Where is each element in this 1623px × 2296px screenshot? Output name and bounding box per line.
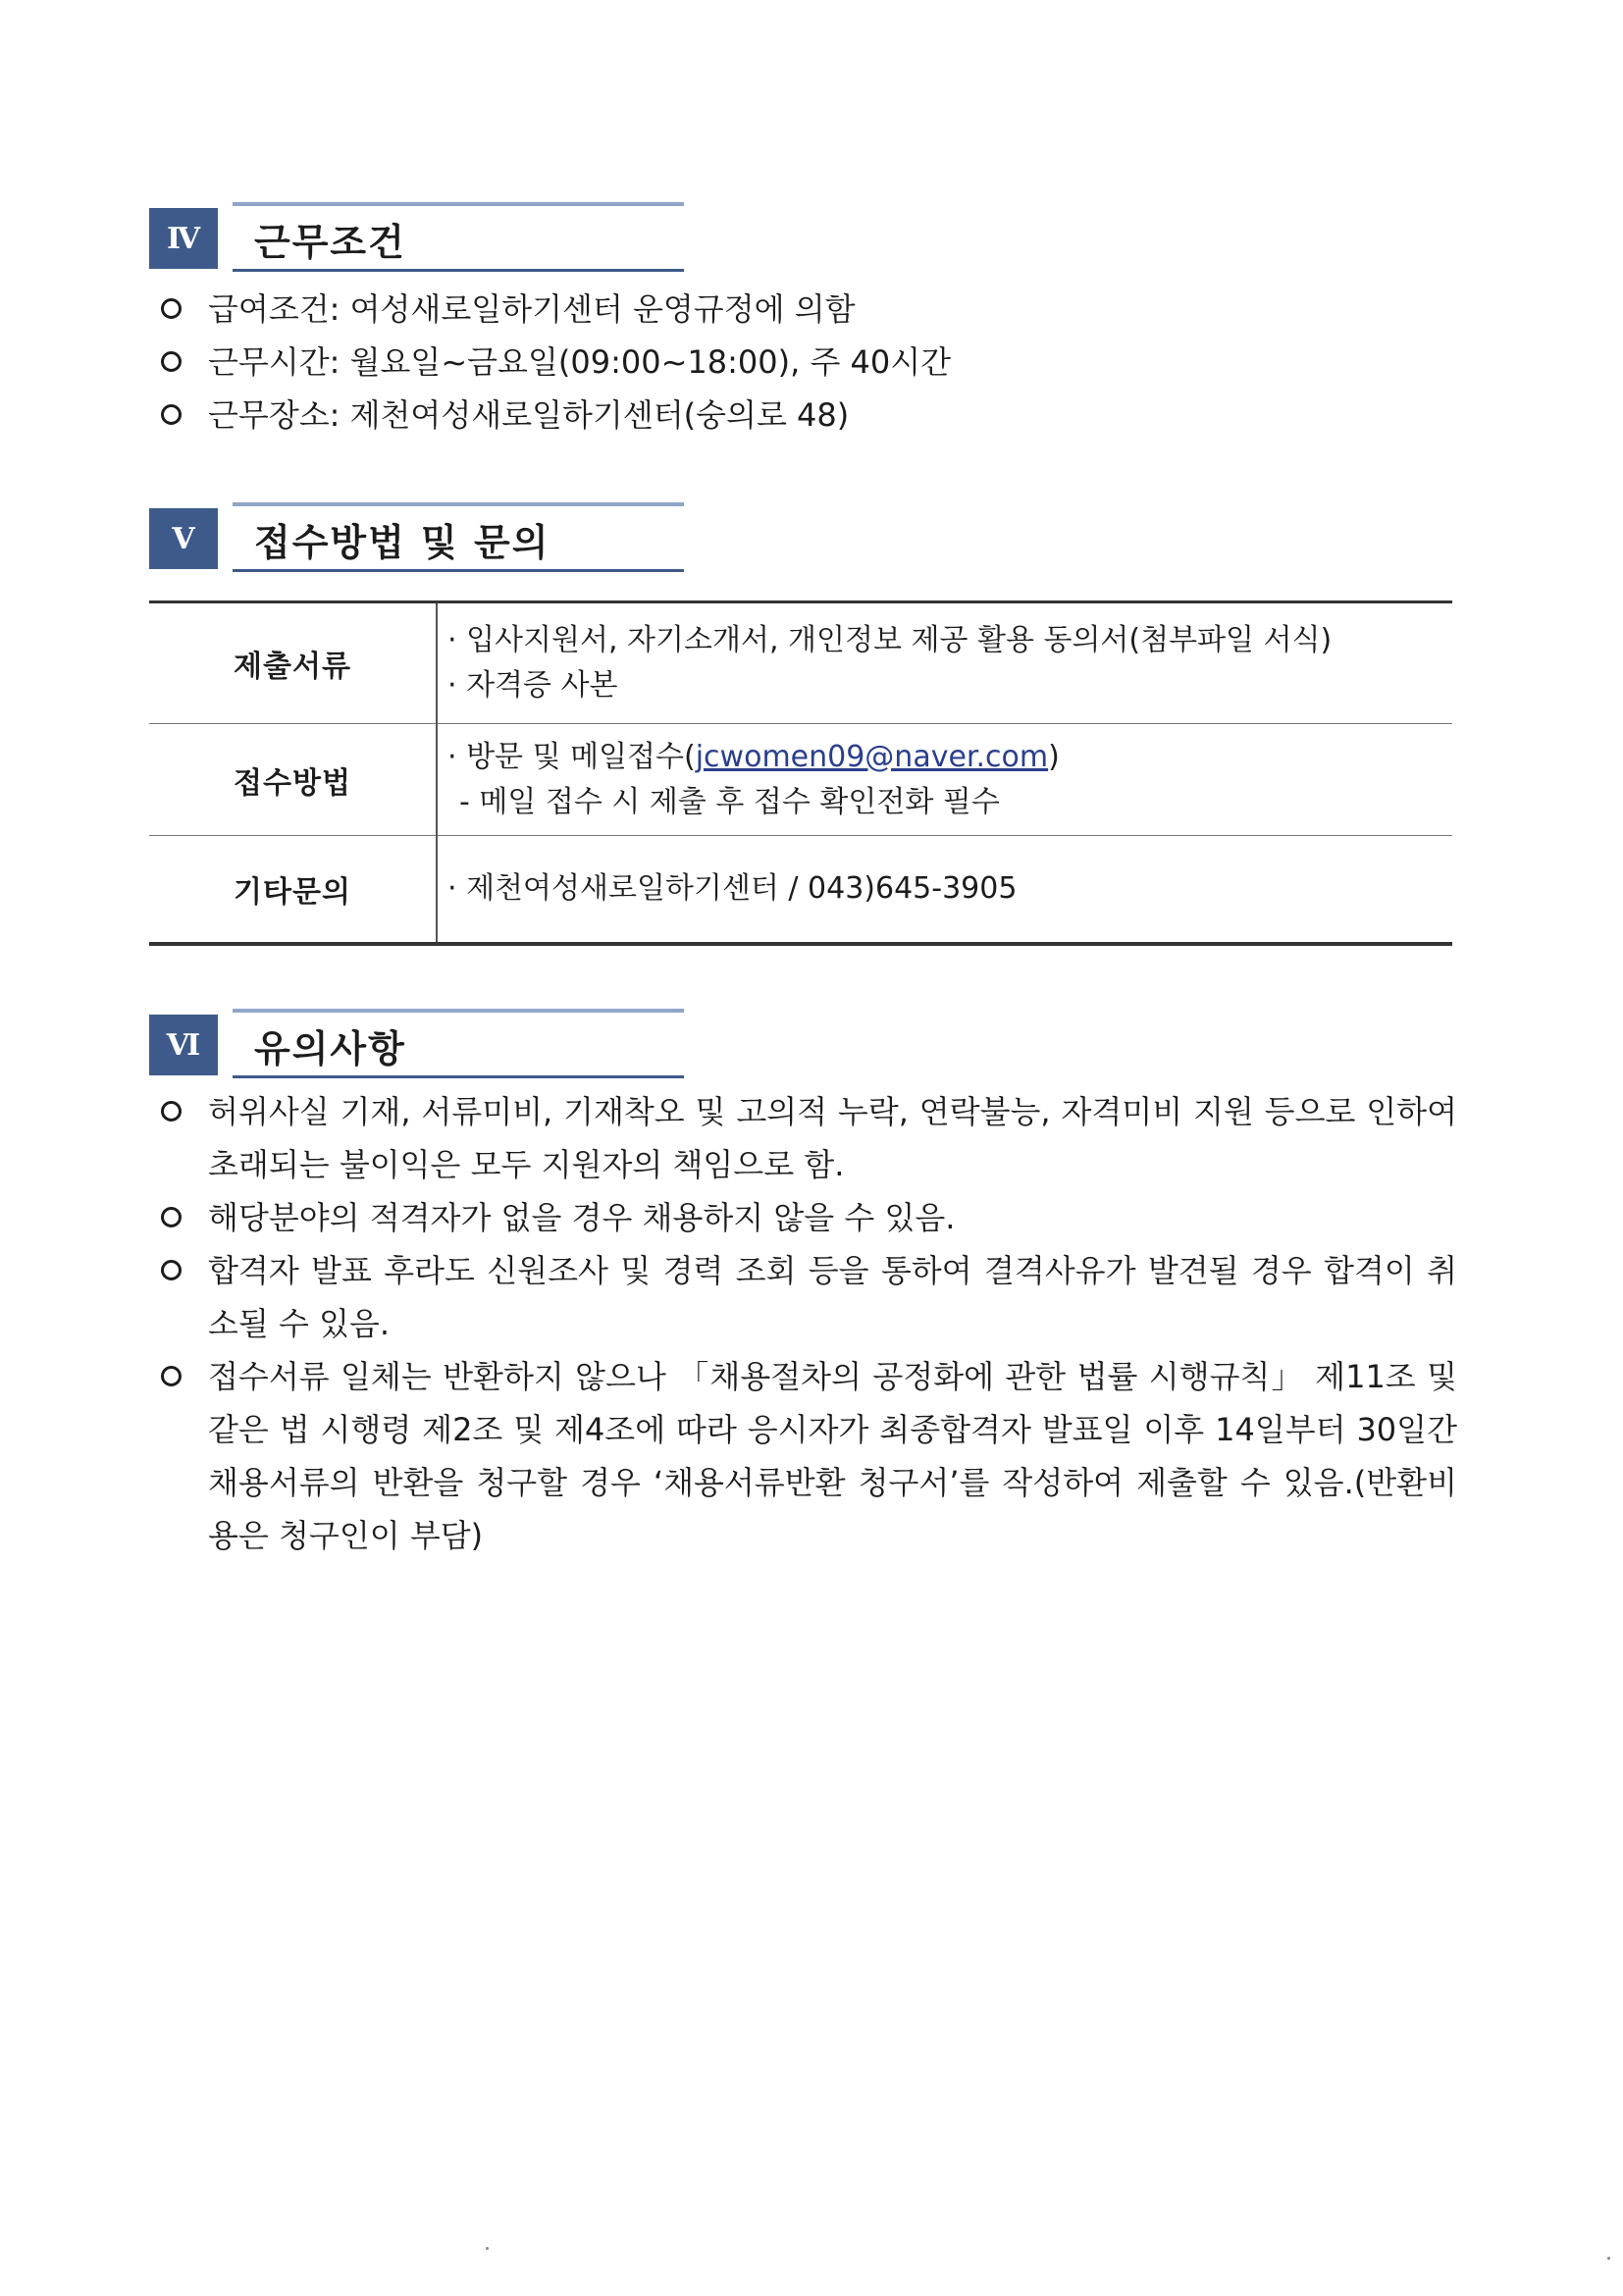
circle-bullet-icon (161, 1366, 182, 1386)
application-info-table (149, 600, 1452, 946)
row-label: 기타문의 (149, 836, 437, 944)
section-numeral: Ⅴ (149, 508, 218, 569)
section-title-box (233, 502, 684, 572)
scan-speck (486, 2247, 489, 2250)
row-content: · 입사지원서, 자기소개서, 개인정보 제공 활용 동의서(첨부파일 서식) · 자격증 사본 (437, 602, 1452, 724)
list-item: 합격자 발표 후라도 신원조사 및 경력 조회 등을 통하여 결격사유가 발견될 경우 합격이 취소될 수 있음. (157, 1244, 1457, 1350)
circle-bullet-icon (161, 298, 182, 319)
list-item: 급여조건: 여성새로일하기센터 운영규정에 의함 (157, 283, 1472, 336)
notes-list (157, 1085, 1457, 1562)
scan-speck (1607, 2257, 1610, 2260)
row-content: · 제천여성새로일하기센터 / 043)645-3905 (447, 870, 1018, 906)
row-content: · 방문 및 메일접수(jcwomen09@naver.com) - 메일 접수 시 제출 후 접수 확인전화 필수 (437, 724, 1452, 836)
section-numeral: Ⅵ (149, 1015, 218, 1075)
email-link[interactable]: jcwomen09@naver.com (695, 739, 1049, 774)
row-label: 접수방법 (149, 724, 437, 836)
section-title: 근무조건 (254, 221, 406, 264)
circle-bullet-icon (161, 1207, 182, 1227)
circle-bullet-icon (161, 1260, 182, 1280)
list-item: 근무시간: 월요일~금요일(09:00~18:00), 주 40시간 (157, 336, 1472, 389)
work-conditions-list (157, 283, 1472, 442)
circle-bullet-icon (161, 404, 182, 425)
section-title-box (233, 202, 684, 272)
circle-bullet-icon (161, 1101, 182, 1122)
table-row (149, 602, 1452, 724)
circle-bullet-icon (161, 351, 182, 372)
table-row (149, 724, 1452, 836)
section-title: 접수방법 및 문의 (254, 521, 550, 564)
section-numeral: Ⅳ (149, 208, 218, 269)
section-heading-work-conditions (149, 208, 689, 273)
section-title-box (233, 1009, 684, 1078)
section-heading-application (149, 508, 689, 573)
row-label: 제출서류 (149, 602, 437, 724)
list-item: 근무장소: 제천여성새로일하기센터(숭의로 48) (157, 389, 1472, 442)
table-row (149, 836, 1452, 944)
section-title: 유의사항 (254, 1027, 406, 1070)
list-item: 허위사실 기재, 서류미비, 기재착오 및 고의적 누락, 연락불능, 자격미비 지원 등으로 인하여 초래되는 불이익은 모두 지원자의 책임으로 함. (157, 1085, 1457, 1191)
list-item: 해당분야의 적격자가 없을 경우 채용하지 않을 수 있음. (157, 1191, 1457, 1244)
section-heading-notes (149, 1015, 689, 1079)
list-item: 접수서류 일체는 반환하지 않으나 「채용절차의 공정화에 관한 법률 시행규칙」 제11조 및 같은 법 시행령 제2조 및 제4조에 따라 응시자가 최종합격자 발표일 이후 14일부터 30일간 채용서류의 반환을 청구할 경우 ‘채용서류반환 청구서’를 작성하여 제출할 수 있음.(반환비용은 청구인이 부담) (157, 1350, 1457, 1562)
